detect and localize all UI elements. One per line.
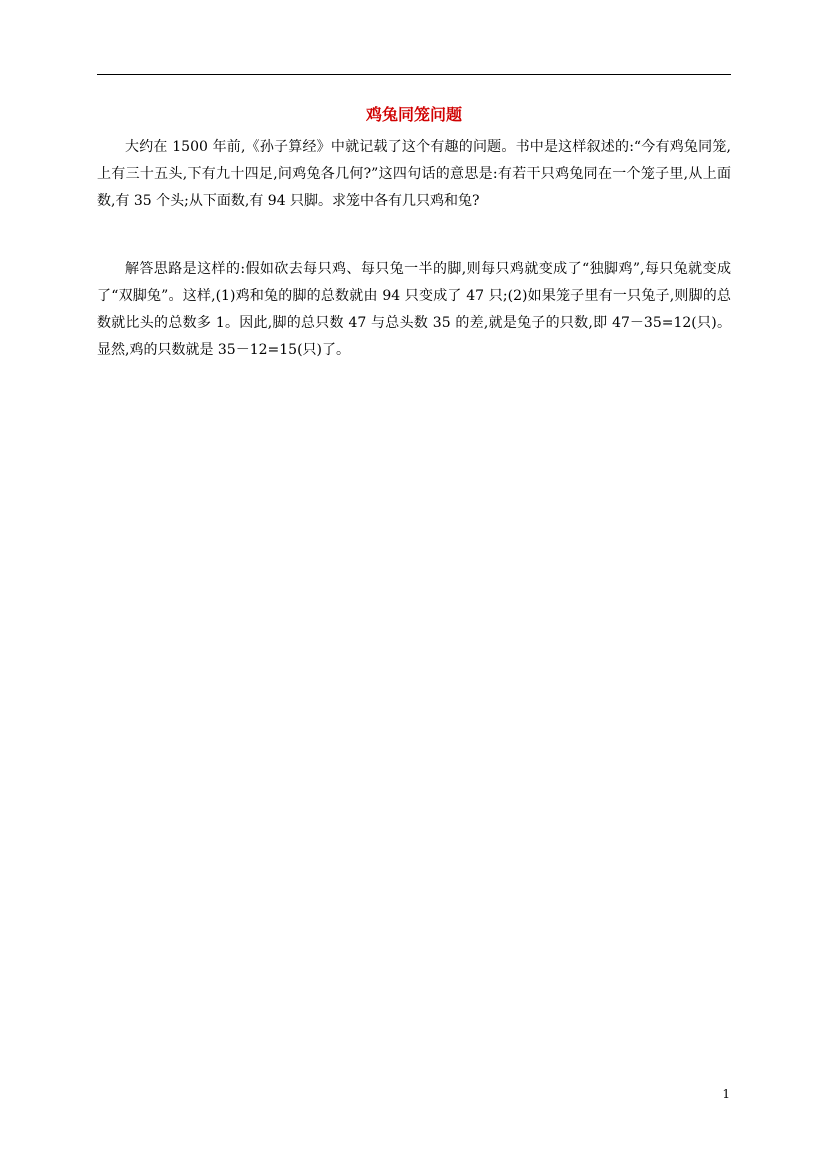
paragraph-solution: 解答思路是这样的:假如砍去每只鸡、每只兔一半的脚,则每只鸡就变成了“独脚鸡”,每只兔就变成了“双脚兔”。这样,(1)鸡和兔的脚的总数就由 94 只变成了 47 只;(2)如果笼子里有一只兔子,则脚的总数就比头的总数多 1。因此,脚的总只数 47 与总头数 35 的差,就是兔子的只数,即 47－35=12(只)。显然,鸡的只数就是 35－12=15(只)了。 [97,261,731,358]
document-title: 鸡兔同笼问题 [365,105,462,124]
header-rule [97,74,731,75]
page-number: 1 [722,1087,730,1101]
paragraph-problem: 大约在 1500 年前,《孙子算经》中就记载了这个有趣的问题。书中是这样叙述的:“今有鸡兔同笼,上有三十五头,下有九十四足,问鸡兔各几何?”这四句话的意思是:有若干只鸡兔同在一个笼子里,从上面数,有 35 个头;从下面数,有 94 只脚。求笼中各有几只鸡和兔? [97,139,731,209]
